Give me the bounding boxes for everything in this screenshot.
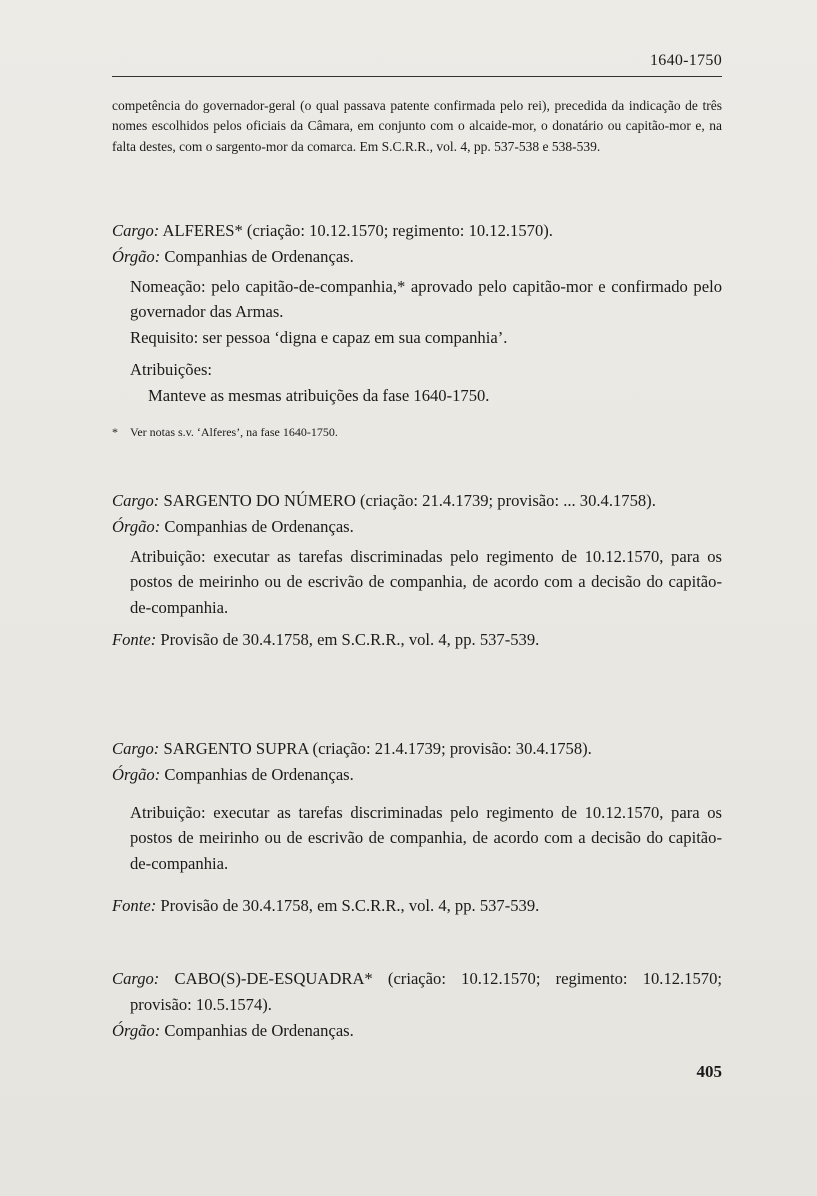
cargo-text: ALFERES* (criação: 10.12.1570; regimento: 10.12.1570). [159, 221, 553, 240]
orgao-label: Órgão: [112, 764, 161, 784]
cargo-text: SARGENTO SUPRA (criação: 21.4.1739; provisão: 30.4.1758). [159, 739, 592, 758]
atribuicoes-label: Atribuições: [130, 359, 213, 379]
atribuicao-text: Atribuição: executar as tarefas discriminadas pelo regimento de 10.12.1570, para os postos de meirinho ou de escrivão de companhia, de acordo com a decisão do capitão-de-companhia. [130, 546, 722, 618]
orgao-text: Companhias de Ordenanças. [160, 516, 354, 536]
atribuicoes-text: Manteve as mesmas atribuições da fase 1640-1750. [148, 385, 490, 405]
orgao-line [112, 514, 722, 540]
cargo-line [112, 218, 722, 244]
footnote-text: Ver notas s.v. ‘Alferes’, na fase 1640-1750. [130, 425, 338, 439]
orgao-label: Órgão: [112, 1020, 161, 1040]
page-number: 405 [696, 1062, 722, 1081]
running-header: 1640-1750 [649, 52, 722, 69]
cargo-line [112, 966, 722, 1018]
fonte-text: Provisão de 30.4.1758, em S.C.R.R., vol. 4, pp. 537-539. [156, 895, 540, 915]
orgao-line [112, 1018, 722, 1044]
cargo-line [112, 736, 722, 762]
fonte-label: Fonte: [112, 895, 157, 915]
cargo-label: Cargo: [112, 739, 160, 758]
intro-paragraph [112, 96, 722, 157]
cargo-label: Cargo: [112, 221, 160, 240]
orgao-text: Companhias de Ordenanças. [160, 764, 354, 784]
cargo-text: CABO(S)-DE-ESQUADRA* (criação: 10.12.1570; regimento: 10.12.1570; provisão: 10.5.1574). [130, 969, 722, 1014]
cargo-label: Cargo: [112, 491, 160, 510]
atribuicao-text: Atribuição: executar as tarefas discriminadas pelo regimento de 10.12.1570, para os postos de meirinho ou de escrivão de companhia, de acordo com a decisão do capitão-de-companhia. [130, 802, 722, 874]
footnote-alferes [112, 424, 722, 440]
orgao-text: Companhias de Ordenanças. [160, 246, 354, 266]
nomeacao-text: Nomeação: pelo capitão-de-companhia,* aprovado pelo capitão-mor e confirmado pelo governador das Armas. [130, 276, 722, 322]
intro-text: competência do governador-geral (o qual passava patente confirmada pelo rei), precedida da indicação de três nomes escolhidos pelos oficiais da Câmara, em conjunto com o alcaide-mor, o donatário ou capitão-mor e, na falta destes, com o sargento-mor da comarca. Em S.C.R.R., vol. 4, pp. 537-538 e 538-539. [112, 98, 722, 154]
orgao-line [112, 762, 722, 788]
header-rule [112, 76, 722, 77]
requisito-text: Requisito: ser pessoa ‘digna e capaz em sua companhia’. [130, 328, 508, 348]
cargo-text: SARGENTO DO NÚMERO (criação: 21.4.1739; provisão: ... 30.4.1758). [159, 491, 656, 510]
orgao-text: Companhias de Ordenanças. [160, 1020, 354, 1040]
fonte-label: Fonte: [112, 629, 157, 649]
fonte-text: Provisão de 30.4.1758, em S.C.R.R., vol. 4, pp. 537-539. [156, 629, 540, 649]
cargo-line [112, 488, 722, 514]
orgao-line [112, 244, 722, 270]
entry-sargento-supra [112, 736, 722, 919]
fonte-line [112, 627, 722, 653]
entry-sargento-do-numero [112, 488, 722, 653]
orgao-label: Órgão: [112, 246, 161, 266]
fonte-line [112, 893, 722, 919]
cargo-label: Cargo: [112, 969, 160, 988]
footnote-marker: * [112, 425, 118, 439]
orgao-label: Órgão: [112, 516, 161, 536]
entry-cabo-de-esquadra [112, 966, 722, 1043]
entry-alferes [112, 218, 722, 409]
